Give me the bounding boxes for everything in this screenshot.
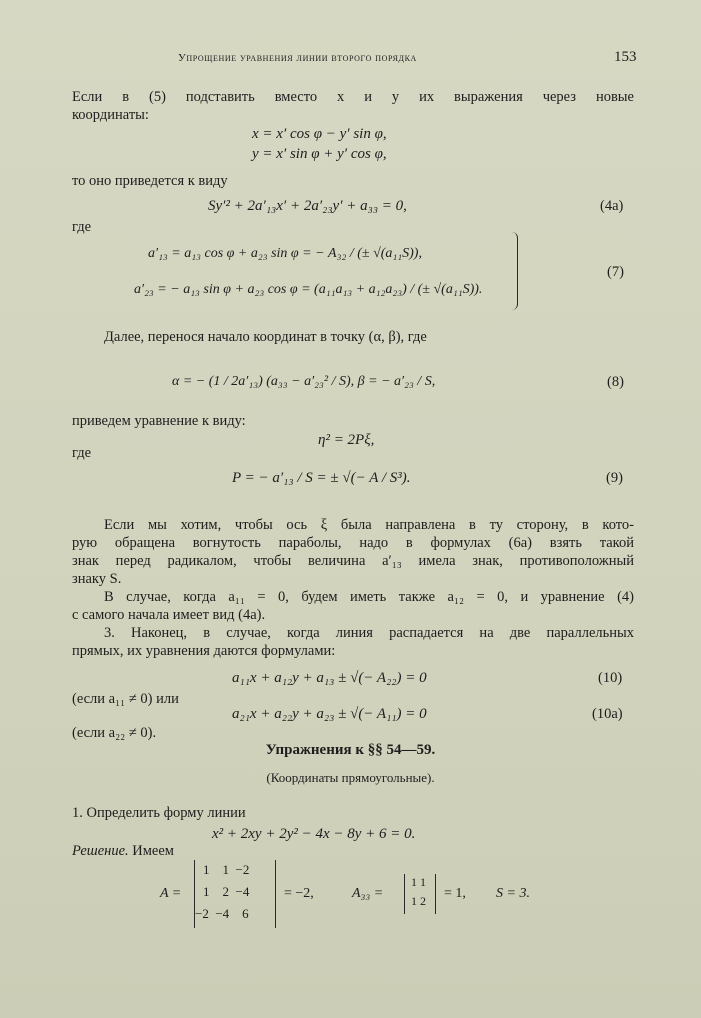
paragraph-line: приведем уравнение к виду: xyxy=(72,413,246,429)
where-label: где xyxy=(72,219,92,235)
equation-7-line-2: a′₂₃ = − a₁₃ sin φ + a₂₃ cos φ = (a₁₁a₁₃ + a₁₂a₂₃) / (± √(a₁₁S)). xyxy=(134,282,483,297)
equation-7-line-1: a′₁₃ = a₁₃ cos φ + a₂₃ sin φ = − A₃₂ / (± √(a₁₁S)), xyxy=(148,246,422,261)
paragraph-line: координаты: xyxy=(72,107,149,123)
equation-number-8: (8) xyxy=(607,374,624,390)
s-value: S = 3. xyxy=(496,886,530,901)
paragraph-line: 3. Наконец, в случае, когда линия распадается на две параллельных xyxy=(104,625,634,641)
det-a-row: 1 1 −2 xyxy=(203,862,250,877)
equation-number-4a: (4a) xyxy=(600,198,624,214)
condition-10a: (если a₂₂ ≠ 0). xyxy=(72,725,157,741)
equation-10a: a₂₁x + a₂₂y + a₂₃ ± √(− A₁₁) = 0 xyxy=(232,706,427,722)
paragraph-line: то оно приведется к виду xyxy=(72,173,228,189)
equation-4a: Sy′² + 2a′₁₃x′ + 2a′₂₃y′ + a₃₃ = 0, xyxy=(208,198,407,214)
equation-7-brace xyxy=(507,232,518,310)
equation-number-10: (10) xyxy=(598,670,623,686)
paragraph-line: Далее, перенося начало координат в точку (α, β), где xyxy=(104,329,427,345)
page-number: 153 xyxy=(614,49,637,65)
det-a33-matrix xyxy=(404,874,436,914)
solution-text: Имеем xyxy=(132,843,174,859)
running-title: Упрощение уравнения линии второго порядка xyxy=(178,52,417,64)
paragraph-line: с самого начала имеет вид (4а). xyxy=(72,607,266,623)
det-a-label: A = xyxy=(160,886,182,901)
rotation-equation-x: x = x′ cos φ − y′ sin φ, xyxy=(252,126,387,142)
det-a-row: −2 −4 6 xyxy=(195,906,249,921)
page-header xyxy=(0,49,701,72)
rotation-equation-y: y = x′ sin φ + y′ cos φ, xyxy=(252,146,387,162)
det-a33-row: 1 2 xyxy=(411,894,426,908)
where-label: где xyxy=(72,445,92,461)
equation-number-9: (9) xyxy=(606,470,623,486)
exercises-heading: Упражнения к §§ 54—59. xyxy=(265,742,436,758)
equation-number-7: (7) xyxy=(607,264,624,280)
exercises-subheading: (Координаты прямоугольные). xyxy=(266,770,435,785)
canonical-equation: η² = 2Pξ, xyxy=(318,432,375,448)
det-a-matrix xyxy=(194,860,276,928)
det-a33-value: = 1, xyxy=(444,886,466,901)
equation-8: α = − (1 / 2a′₁₃) (a₃₃ − a′₂₃² / S), β = − a′₂₃ / S, xyxy=(172,374,436,389)
det-a-row: 1 2 −4 xyxy=(203,884,250,899)
condition-10: (если a₁₁ ≠ 0) или xyxy=(72,691,179,707)
equation-9: P = − a′₁₃ / S = ± √(− A / S³). xyxy=(232,470,411,486)
det-a33-label: A₃₃ = xyxy=(352,886,384,901)
equation-number-10a: (10a) xyxy=(592,706,623,722)
paragraph-line: знак перед радикалом, чтобы величина a′₁₃ имела знак, противоположный xyxy=(72,553,634,569)
solution-label: Решение. xyxy=(72,843,129,859)
equation-10: a₁₁x + a₁₂y + a₁₃ ± √(− A₂₂) = 0 xyxy=(232,670,427,686)
paragraph-line: В случае, когда a₁₁ = 0, будем иметь также a₁₂ = 0, и уравнение (4) xyxy=(104,589,634,605)
det-a-value: = −2, xyxy=(284,886,314,901)
paragraph-line: знаку S. xyxy=(72,571,122,587)
exercise-1-equation: x² + 2xy + 2y² − 4x − 8y + 6 = 0. xyxy=(212,826,416,842)
paragraph-line: прямых, их уравнения даются формулами: xyxy=(72,643,336,659)
paragraph-line: Если мы хотим, чтобы ось ξ была направлена в ту сторону, в кото- xyxy=(104,517,634,533)
paragraph-line: рую обращена вогнутость параболы, надо в формулах (6а) взять такой xyxy=(72,535,634,551)
paragraph-line: Если в (5) подставить вместо x и y их выражения через новые xyxy=(72,89,634,105)
det-a33-row: 1 1 xyxy=(411,875,426,889)
exercise-1-task: 1. Определить форму линии xyxy=(72,805,246,821)
